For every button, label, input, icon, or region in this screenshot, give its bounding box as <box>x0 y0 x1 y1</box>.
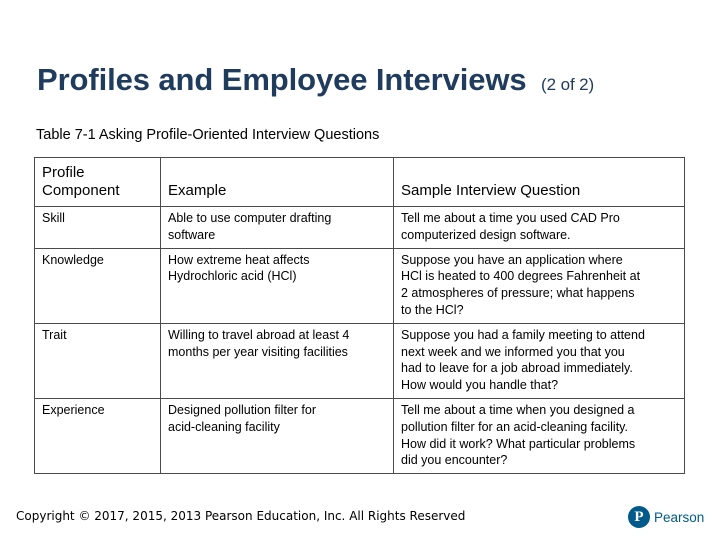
cell-line: Hydrochloric acid (HCl) <box>168 269 297 284</box>
table-row <box>35 398 685 473</box>
header-profile-component <box>35 158 161 207</box>
cell-line: How extreme heat affects <box>168 252 310 267</box>
table-row <box>35 323 685 398</box>
profile-questions-table <box>34 157 685 474</box>
cell-line: 2 atmospheres of pressure; what happens <box>401 286 635 301</box>
example-cell <box>161 207 394 249</box>
question-cell <box>394 398 685 473</box>
cell-line: computerized design software. <box>401 227 571 242</box>
cell-line: Suppose you have an application where <box>401 252 623 267</box>
pearson-logo <box>628 506 704 528</box>
cell-line: pollution filter for an acid-cleaning facility. <box>401 419 628 434</box>
pearson-wordmark: Pearson <box>654 509 705 525</box>
example-cell <box>161 398 394 473</box>
cell-line: How would you handle that? <box>401 378 559 393</box>
cell-line: had to leave for a job abroad immediately. <box>401 361 633 376</box>
cell-line: software <box>168 227 216 242</box>
component-cell: Trait <box>35 323 161 398</box>
question-cell <box>394 207 685 249</box>
cell-line: Designed pollution filter for <box>168 402 316 417</box>
cell-line: HCl is heated to 400 degrees Fahrenheit at <box>401 269 641 284</box>
table-header-row <box>35 158 685 207</box>
cell-line: Willing to travel abroad at least 4 <box>168 327 350 342</box>
component-cell: Experience <box>35 398 161 473</box>
cell-line: Able to use computer drafting <box>168 211 332 225</box>
header-component-line: Component <box>42 182 120 199</box>
cell-line: Tell me about a time you used CAD Pro <box>401 211 620 225</box>
cell-line: Tell me about a time when you designed a <box>401 402 635 417</box>
cell-line: months per year visiting facilities <box>168 344 348 359</box>
cell-line: acid-cleaning facility <box>168 419 280 434</box>
slide-title <box>37 62 594 98</box>
component-cell: Skill <box>35 207 161 249</box>
table-caption: Table 7-1 Asking Profile-Oriented Interview Questions <box>36 127 380 143</box>
cell-line: Suppose you had a family meeting to attend <box>401 327 645 342</box>
pearson-mark-icon: P <box>628 506 650 528</box>
cell-line: to the HCl? <box>401 302 464 317</box>
copyright-notice: Copyright © 2017, 2015, 2013 Pearson Education, Inc. All Rights Reserved <box>16 509 466 523</box>
component-cell: Knowledge <box>35 248 161 323</box>
header-component-line: Profile <box>42 164 85 181</box>
header-example: Example <box>161 158 394 207</box>
table-row <box>35 207 685 249</box>
question-cell <box>394 248 685 323</box>
slide-title-suffix: (2 of 2) <box>541 75 595 94</box>
cell-line: How did it work? What particular problems <box>401 436 636 451</box>
table-row <box>35 248 685 323</box>
cell-line: next week and we informed you that you <box>401 344 625 359</box>
example-cell <box>161 323 394 398</box>
example-cell <box>161 248 394 323</box>
question-cell <box>394 323 685 398</box>
cell-line: did you encounter? <box>401 453 508 468</box>
slide-title-text: Profiles and Employee Interviews <box>37 62 527 97</box>
header-sample-question: Sample Interview Question <box>394 158 685 207</box>
